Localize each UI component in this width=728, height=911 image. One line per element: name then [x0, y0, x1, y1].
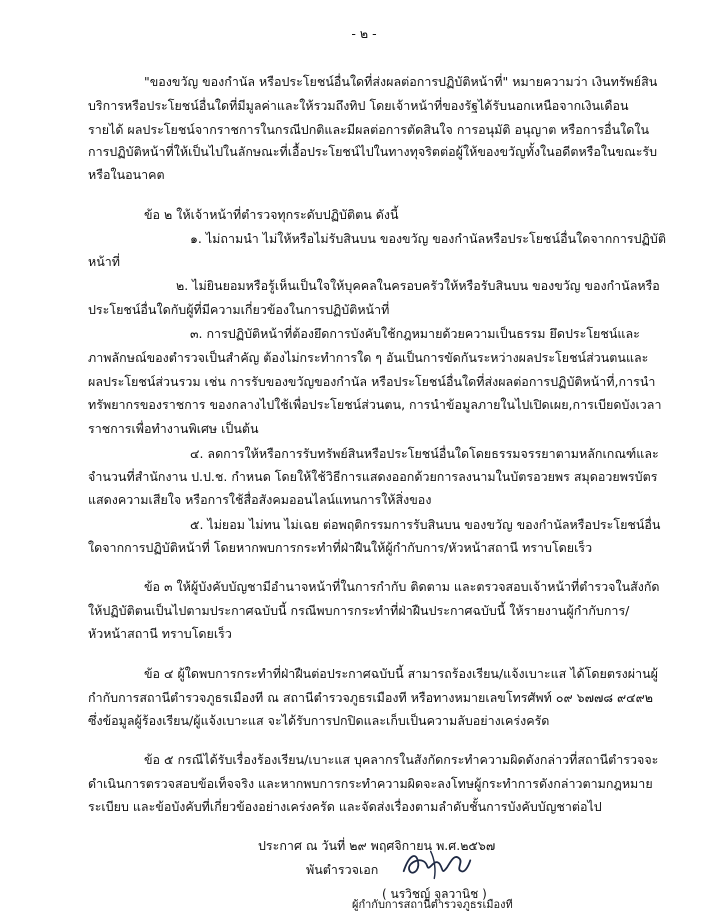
clause-2-item-1-line-2: หน้าที่ [88, 254, 121, 269]
clause-2-item-2-line-1: ๒. ไม่ยินยอมหรือรู้เห็นเป็นใจให้บุคคลในครอบครัวให้หรือรับสินบน ของขวัญ ของกำนัลหรือ [176, 278, 660, 293]
clause-2-item-5-line-2: ใดจากการปฏิบัติหน้าที่ โดยหากพบการกระทำที่ฝ่าฝืนให้ผู้กำกับการ/หัวหน้าสถานี ทราบโดยเร็ว [88, 540, 593, 555]
clause-2-item-3-line-3: ผลประโยชน์ส่วนรวม เช่น การรับของขวัญของกำนัล หรือประโยชน์อื่นใดที่ส่งผลต่อการปฏิบัติหน้าที่,การนำ [88, 374, 656, 389]
clause-2-item-4-line-1: ๔. ลดการให้หรือการรับทรัพย์สินหรือประโยชน์อื่นใดโดยธรรมจรรยาตามหลักเกณฑ์และ [190, 446, 659, 461]
announcement-date: ประกาศ ณ วันที่ ๒๙ พฤศจิกายน พ.ศ.๒๕๖๗ [258, 838, 496, 853]
clause-3-line-1: ข้อ ๓ ให้ผู้บังคับบัญชามีอำนาจหน้าที่ในการกำกับ ติดตาม และตรวจสอบเจ้าหน้าที่ตำรวจในสังกัด [144, 579, 660, 594]
clause-5-line-2: ดำเนินการตรวจสอบข้อเท็จจริง และหากพบการกระทำความผิดจะลงโทษผู้กระทำการดังกล่าวตามกฎหมาย [88, 776, 653, 791]
definition-line-5: หรือในอนาคต [88, 167, 165, 182]
definition-line-3: รายได้ ผลประโยชน์จากราชการในกรณีปกติและมีผลต่อการตัดสินใจ การอนุมัติ อนุญาต หรือการอื่นใดใน [88, 122, 649, 137]
clause-3-line-3: หัวหน้าสถานี ทราบโดยเร็ว [88, 626, 232, 641]
clause-4-line-2: กำกับการสถานีตำรวจภูธรเมืองที ณ สถานีตำรวจภูธรเมืองที หรือทางหมายเลขโทรศัพท์ ๐๙ ๖๗๗๘ ๙๔๙๒ [88, 690, 654, 705]
definition-line-1: "ของขวัญ ของกำนัล หรือประโยชน์อื่นใดที่ส่งผลต่อการปฏิบัติหน้าที่" หมายความว่า เงินทรัพย์สิน [144, 74, 658, 89]
definition-line-2: บริการหรือประโยชน์อื่นใดที่มีมูลค่าและให้รวมถึงทิป โดยเจ้าหน้าที่ของรัฐได้รับนอกเหนือจากเงินเดือน [88, 98, 629, 113]
clause-2-item-3-line-2: ภาพลักษณ์ของตำรวจเป็นสำคัญ ต้องไม่กระทำการใด ๆ อันเป็นการขัดกันระหว่างผลประโยชน์ส่วนตนและ [88, 350, 649, 365]
clause-5-line-3: ระเบียบ และข้อบังคับที่เกี่ยวข้องอย่างเคร่งครัด และจัดส่งเรื่องตามลำดับชั้นการบังคับบัญชาต่อไป [88, 799, 602, 814]
clause-4-line-1: ข้อ ๔ ผู้ใดพบการกระทำที่ฝ่าฝืนต่อประกาศฉบับนี้ สามารถร้องเรียน/แจ้งเบาะแส ได้โดยตรงผ่านผู้ [144, 666, 658, 681]
page-number: - ๒ - [351, 26, 377, 41]
clause-3-line-2: ให้ปฏิบัติตนเป็นไปตามประกาศฉบับนี้ กรณีพบการกระทำที่ฝ่าฝืนประกาศฉบับนี้ ให้รายงานผู้กำกับการ/ [88, 603, 630, 618]
clause-5-line-1: ข้อ ๕ กรณีได้รับเรื่องร้องเรียน/เบาะแส บุคลากรในสังกัดกระทำความผิดดังกล่าวที่สถานีตำรวจจะ [144, 752, 659, 767]
clause-2-item-3-line-5: ราชการเพื่อทำงานพิเศษ เป็นต้น [88, 421, 259, 436]
signer-name: ( นรวิชญ์ จุลวานิช ) [382, 887, 487, 901]
clause-2-item-5-line-1: ๕. ไม่ยอม ไม่ทน ไม่เฉย ต่อพฤติกรรมการรับสินบน ของขวัญ ของกำนัลหรือประโยชน์อื่น [190, 517, 661, 532]
clause-2-heading: ข้อ ๒ ให้เจ้าหน้าที่ตำรวจทุกระดับปฏิบัติตน ดังนี้ [144, 207, 399, 222]
definition-line-4: การปฏิบัติหน้าที่ให้เป็นไปในลักษณะที่เอื้อประโยชน์ไปในทางทุจริตต่อผู้ให้ของขวัญทั้งในอดีตหรือในขณะรับ [88, 144, 658, 159]
clause-2-item-2-line-2: ประโยชน์อื่นใดกับผู้ที่มีความเกี่ยวข้องในการปฏิบัติหน้าที่ [88, 302, 390, 317]
handwritten-signature [396, 846, 478, 882]
clause-2-item-4-line-2: จำนวนที่สำนักงาน ป.ป.ช. กำหนด โดยให้ใช้วิธีการแสดงออกด้วยการลงนามในบัตรอวยพร สมุดอวยพรบัตร [88, 469, 658, 484]
signer-position: ผู้กำกับการสถานีตำรวจภูธรเมืองที [352, 898, 513, 911]
signer-rank: พันตำรวจเอก [306, 862, 379, 877]
clause-2-item-3-line-1: ๓. การปฏิบัติหน้าที่ต้องยึดการบังคับใช้กฎหมายด้วยความเป็นธรรม ยึดประโยชน์และ [190, 326, 640, 341]
clause-2-item-3-line-4: ทรัพยากรของราชการ ของกลางไปใช้เพื่อประโยชน์ส่วนตน, การนำข้อมูลภายในไปเปิดเผย,การเบียดบังเวลา [88, 397, 662, 412]
clause-2-item-1-line-1: ๑. ไม่ถามนำ ไม่ให้หรือไม่รับสินบน ของขวัญ ของกำนัลหรือประโยชน์อื่นใดจากการปฏิบัติ [190, 231, 666, 246]
clause-4-line-3: ซึ่งข้อมูลผู้ร้องเรียน/ผู้แจ้งเบาะแส จะได้รับการปกปิดและเก็บเป็นความลับอย่างเคร่งครัด [88, 713, 550, 728]
clause-2-item-4-line-3: แสดงความเสียใจ หรือการใช้สื่อสังคมออนไลน์แทนการให้สิ่งของ [88, 492, 432, 507]
